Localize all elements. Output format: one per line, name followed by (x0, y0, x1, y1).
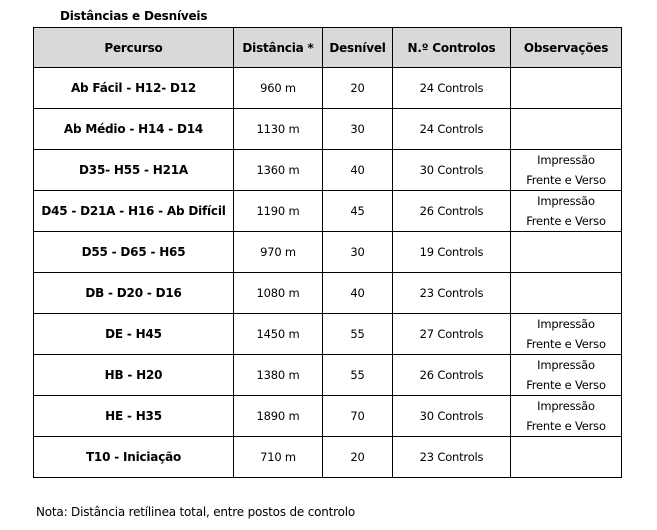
observation-line: Frente e Verso (526, 214, 606, 228)
footnote: Nota: Distância retílinea total, entre postos de controlo (36, 505, 356, 519)
table-header-row (34, 28, 622, 68)
distance-cell: 1190 m (234, 191, 323, 232)
observation-line: Frente e Verso (526, 419, 606, 433)
route-cell: DE - H45 (34, 314, 234, 355)
distance-cell: 1450 m (234, 314, 323, 355)
observations-cell (511, 68, 622, 109)
page-title: Distâncias e Desníveis (60, 9, 208, 23)
observation-line: Impressão (537, 153, 595, 167)
observations-cell (511, 355, 622, 396)
column-header-controls: N.º Controlos (393, 28, 511, 68)
distance-cell: 970 m (234, 232, 323, 273)
observations-cell (511, 232, 622, 273)
column-header-observations: Observações (511, 28, 622, 68)
observations-cell (511, 150, 622, 191)
column-header-distance: Distância * (234, 28, 323, 68)
climb-cell: 70 (323, 396, 393, 437)
observation-line: Impressão (537, 358, 595, 372)
table-row (34, 273, 622, 314)
route-cell: Ab Fácil - H12- D12 (34, 68, 234, 109)
routes-table (33, 27, 622, 478)
route-cell: D55 - D65 - H65 (34, 232, 234, 273)
distance-cell: 1080 m (234, 273, 323, 314)
table-row (34, 437, 622, 478)
controls-cell: 23 Controls (393, 273, 511, 314)
route-cell: HE - H35 (34, 396, 234, 437)
controls-cell: 30 Controls (393, 396, 511, 437)
column-header-climb: Desnível (323, 28, 393, 68)
observation-line: Impressão (537, 399, 595, 413)
observation-line: Frente e Verso (526, 337, 606, 351)
route-cell: D45 - D21A - H16 - Ab Difícil (34, 191, 234, 232)
route-cell: T10 - Iniciação (34, 437, 234, 478)
table-row (34, 232, 622, 273)
climb-cell: 20 (323, 68, 393, 109)
climb-cell: 55 (323, 314, 393, 355)
table-row (34, 355, 622, 396)
route-cell: D35- H55 - H21A (34, 150, 234, 191)
table-row (34, 150, 622, 191)
controls-cell: 26 Controls (393, 191, 511, 232)
distance-cell: 960 m (234, 68, 323, 109)
table-row (34, 68, 622, 109)
controls-cell: 27 Controls (393, 314, 511, 355)
distance-cell: 1380 m (234, 355, 323, 396)
observation-line: Frente e Verso (526, 173, 606, 187)
controls-cell: 19 Controls (393, 232, 511, 273)
climb-cell: 45 (323, 191, 393, 232)
distance-cell: 1130 m (234, 109, 323, 150)
observation-line: Impressão (537, 317, 595, 331)
route-cell: Ab Médio - H14 - D14 (34, 109, 234, 150)
controls-cell: 24 Controls (393, 68, 511, 109)
climb-cell: 30 (323, 109, 393, 150)
controls-cell: 30 Controls (393, 150, 511, 191)
observation-line: Frente e Verso (526, 378, 606, 392)
route-cell: HB - H20 (34, 355, 234, 396)
observations-cell (511, 109, 622, 150)
distance-cell: 1890 m (234, 396, 323, 437)
observations-cell (511, 437, 622, 478)
climb-cell: 40 (323, 273, 393, 314)
route-cell: DB - D20 - D16 (34, 273, 234, 314)
table-row (34, 396, 622, 437)
observations-cell (511, 191, 622, 232)
climb-cell: 30 (323, 232, 393, 273)
controls-cell: 26 Controls (393, 355, 511, 396)
distance-cell: 1360 m (234, 150, 323, 191)
controls-cell: 23 Controls (393, 437, 511, 478)
controls-cell: 24 Controls (393, 109, 511, 150)
climb-cell: 40 (323, 150, 393, 191)
table-row (34, 191, 622, 232)
distance-cell: 710 m (234, 437, 323, 478)
table-row (34, 314, 622, 355)
observations-cell (511, 396, 622, 437)
column-header-route: Percurso (34, 28, 234, 68)
climb-cell: 55 (323, 355, 393, 396)
climb-cell: 20 (323, 437, 393, 478)
observations-cell (511, 273, 622, 314)
observations-cell (511, 314, 622, 355)
table-row (34, 109, 622, 150)
observation-line: Impressão (537, 194, 595, 208)
